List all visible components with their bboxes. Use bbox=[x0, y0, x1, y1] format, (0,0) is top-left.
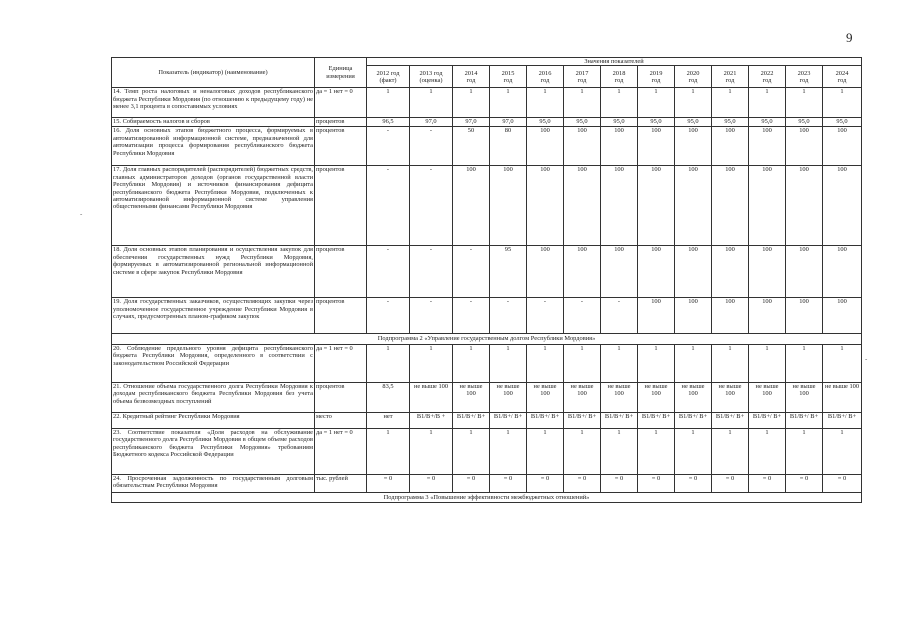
scan-mark: - bbox=[80, 210, 83, 218]
indicator-value: не выше 100 bbox=[564, 382, 601, 412]
indicator-unit: процентов bbox=[315, 166, 367, 246]
header-year-note: год bbox=[688, 76, 698, 84]
indicator-value: - bbox=[453, 298, 490, 334]
indicator-value: не выше 100 bbox=[453, 382, 490, 412]
header-year bbox=[410, 66, 453, 88]
indicator-value: 1 bbox=[410, 344, 453, 382]
indicator-value: не выше 100 bbox=[490, 382, 527, 412]
indicator-name: 21. Отношение объема государственного долга Республики Мордовия к доходам республиканского бюджета Республики Мордовия без учета объема безвозмездных поступлений bbox=[112, 382, 315, 412]
indicator-value: B1/B+/ B+ bbox=[638, 412, 675, 428]
indicator-value: - bbox=[367, 166, 410, 246]
indicator-value: 1 bbox=[601, 344, 638, 382]
indicator-value: 1 bbox=[786, 344, 823, 382]
subprogram-title: Подпрограмма 3 «Повышение эффективности межбюджетных отношений» bbox=[112, 492, 862, 502]
indicator-value: 50 bbox=[453, 127, 490, 166]
table-row bbox=[112, 428, 862, 474]
indicator-value: 1 bbox=[564, 88, 601, 118]
indicator-value: 100 bbox=[527, 246, 564, 298]
header-year-label: 2013 год bbox=[419, 69, 443, 77]
header-year-note: год bbox=[577, 76, 587, 84]
indicator-value: - bbox=[527, 298, 564, 334]
indicator-value: B1/B+/ B+ bbox=[564, 412, 601, 428]
indicator-value: не выше 100 bbox=[601, 382, 638, 412]
indicator-value: 1 bbox=[527, 344, 564, 382]
header-year-note: год bbox=[799, 76, 809, 84]
indicator-value: 100 bbox=[712, 166, 749, 246]
section-row bbox=[112, 492, 862, 502]
indicator-value: 83,5 bbox=[367, 382, 410, 412]
indicator-unit: да = 1 нет = 0 bbox=[315, 88, 367, 118]
header-year bbox=[675, 66, 712, 88]
header-year-note: год bbox=[614, 76, 624, 84]
indicator-value: = 0 bbox=[712, 474, 749, 492]
indicator-value: 100 bbox=[675, 166, 712, 246]
indicator-value: не выше 100 bbox=[712, 382, 749, 412]
indicator-value: 1 bbox=[786, 88, 823, 118]
indicator-value: B1/B+/ B+ bbox=[786, 412, 823, 428]
indicator-value: 100 bbox=[638, 298, 675, 334]
indicator-value: = 0 bbox=[749, 474, 786, 492]
table-row bbox=[112, 127, 862, 166]
indicator-value: 100 bbox=[453, 166, 490, 246]
table-row bbox=[112, 344, 862, 382]
indicator-value: B1/B+/ B+ bbox=[527, 412, 564, 428]
indicator-value: 1 bbox=[564, 344, 601, 382]
indicator-value: 100 bbox=[749, 166, 786, 246]
indicator-value: 100 bbox=[786, 298, 823, 334]
indicator-value: 95,0 bbox=[564, 118, 601, 127]
indicator-value: 1 bbox=[527, 88, 564, 118]
table-row bbox=[112, 88, 862, 118]
indicator-value: 1 bbox=[712, 344, 749, 382]
indicator-name: 23. Соответствие показателя «Доля расходов на обслуживание государственного долга Республики Мордовия в общем объеме расходов республиканского бюджета Республики Мордовия» требованиям Бюджетного кодекса Российской Федерации bbox=[112, 428, 315, 474]
indicator-value: - bbox=[564, 298, 601, 334]
indicator-value: = 0 bbox=[367, 474, 410, 492]
indicator-value: 1 bbox=[410, 88, 453, 118]
indicator-value: B1/B+/ B+ bbox=[823, 412, 862, 428]
indicator-value: 1 bbox=[453, 88, 490, 118]
indicator-value: 100 bbox=[786, 246, 823, 298]
indicator-name: 16. Доля основных этапов бюджетного процесса, формируемых в автоматизированной информационной системе, предназначенной для автоматизации процесса формирования республиканского бюджета Республики Мордовия bbox=[112, 127, 315, 166]
header-year-label: 2021 bbox=[723, 69, 737, 77]
indicator-value: 1 bbox=[490, 428, 527, 474]
indicator-value: - bbox=[601, 298, 638, 334]
header-year-note: год bbox=[762, 76, 772, 84]
indicator-value: - bbox=[410, 246, 453, 298]
header-year bbox=[564, 66, 601, 88]
indicator-unit: да = 1 нет = 0 bbox=[315, 344, 367, 382]
indicator-value: 95,0 bbox=[786, 118, 823, 127]
indicator-value: B1/B+/ B+ bbox=[749, 412, 786, 428]
indicator-value: 1 bbox=[638, 344, 675, 382]
indicator-value: = 0 bbox=[527, 474, 564, 492]
indicator-name: 14. Темп роста налоговых и неналоговых доходов республиканского бюджета Республики Мордовия (по отношению к предыдущему году) не менее 3,1 процента в сопоставимых условиях bbox=[112, 88, 315, 118]
header-year-label: 2020 bbox=[686, 69, 700, 77]
indicator-value: 97,0 bbox=[410, 118, 453, 127]
indicator-value: 95,0 bbox=[638, 118, 675, 127]
indicator-value: 100 bbox=[601, 246, 638, 298]
header-year-note: год bbox=[837, 76, 847, 84]
indicator-value: 100 bbox=[638, 127, 675, 166]
indicator-value: 1 bbox=[712, 88, 749, 118]
indicator-value: 100 bbox=[564, 127, 601, 166]
indicator-value: не выше 100 bbox=[675, 382, 712, 412]
header-year bbox=[749, 66, 786, 88]
header-year bbox=[601, 66, 638, 88]
subprogram-title: Подпрограмма 2 «Управление государственным долгом Республики Мордовия» bbox=[112, 334, 862, 344]
indicator-value: 96,5 bbox=[367, 118, 410, 127]
indicator-unit: да = 1 нет = 0 bbox=[315, 428, 367, 474]
indicator-name: 24. Просроченная задолженность по государственным долговым обязательствам Республики Мордовия bbox=[112, 474, 315, 492]
indicator-value: 100 bbox=[564, 166, 601, 246]
indicator-value: 1 bbox=[367, 88, 410, 118]
indicator-value: 100 bbox=[564, 246, 601, 298]
indicator-value: - bbox=[410, 298, 453, 334]
indicator-value: 1 bbox=[490, 344, 527, 382]
indicator-unit: место bbox=[315, 412, 367, 428]
indicator-value: B1/B+/ B+ bbox=[453, 412, 490, 428]
indicator-name: 19. Доля государственных заказчиков, осуществляющих закупки через уполномоченное государственное учреждение Республики Мордовия в случаях, предусмотренных планом-графиком закупок bbox=[112, 298, 315, 334]
indicator-value: 1 bbox=[564, 428, 601, 474]
indicator-unit: процентов bbox=[315, 382, 367, 412]
header-year-label: 2023 bbox=[797, 69, 811, 77]
indicator-value: 95,0 bbox=[712, 118, 749, 127]
scan-mark: - bbox=[865, 355, 868, 363]
indicator-value: 1 bbox=[675, 428, 712, 474]
indicator-value: 1 bbox=[367, 344, 410, 382]
indicator-value: 95,0 bbox=[749, 118, 786, 127]
header-year bbox=[527, 66, 564, 88]
header-year bbox=[367, 66, 410, 88]
indicator-value: не выше 100 bbox=[786, 382, 823, 412]
indicator-value: 97,0 bbox=[453, 118, 490, 127]
indicator-value: 1 bbox=[749, 344, 786, 382]
indicator-value: 100 bbox=[823, 298, 862, 334]
indicator-value: 100 bbox=[675, 246, 712, 298]
indicator-value: - bbox=[453, 246, 490, 298]
header-year-label: 2024 bbox=[835, 69, 849, 77]
indicator-value: = 0 bbox=[410, 474, 453, 492]
indicator-value: 100 bbox=[749, 246, 786, 298]
indicator-value: - bbox=[367, 127, 410, 166]
indicator-name: 20. Соблюдение предельного уровня дефицита республиканского бюджета Республики Мордовия, определенного в соответствии с законодательством Российской Федерации bbox=[112, 344, 315, 382]
header-year-label: 2019 bbox=[649, 69, 663, 77]
header-year-label: 2014 bbox=[464, 69, 478, 77]
header-values-group: Значения показателей bbox=[367, 58, 862, 66]
indicator-value: 1 bbox=[749, 88, 786, 118]
indicator-value: 100 bbox=[786, 127, 823, 166]
indicator-value: не выше 100 bbox=[638, 382, 675, 412]
indicator-value: = 0 bbox=[564, 474, 601, 492]
indicator-value: 1 bbox=[601, 88, 638, 118]
indicator-value: 100 bbox=[712, 246, 749, 298]
indicator-value: 100 bbox=[675, 298, 712, 334]
indicators-table bbox=[111, 57, 862, 503]
indicator-value: 1 bbox=[675, 88, 712, 118]
indicator-value: 100 bbox=[712, 127, 749, 166]
indicator-value: = 0 bbox=[453, 474, 490, 492]
indicator-value: 1 bbox=[823, 88, 862, 118]
indicator-value: 1 bbox=[453, 428, 490, 474]
indicator-value: 100 bbox=[749, 127, 786, 166]
indicator-value: - bbox=[367, 298, 410, 334]
indicator-value: 1 bbox=[601, 428, 638, 474]
indicator-value: 95 bbox=[490, 246, 527, 298]
indicator-name: 18. Доля основных этапов планирования и осуществления закупок для обеспечения государственных нужд Республики Мордовия, формируемых в автоматизированной региональной информационной системе в сфере закупок Республики Мордовия bbox=[112, 246, 315, 298]
indicator-value: 1 bbox=[410, 428, 453, 474]
table-row bbox=[112, 382, 862, 412]
indicator-value: 1 bbox=[823, 344, 862, 382]
indicator-unit: тыс. рублей bbox=[315, 474, 367, 492]
indicator-value: B1/B+/ B+ bbox=[490, 412, 527, 428]
indicator-value: 97,0 bbox=[490, 118, 527, 127]
indicator-value: 100 bbox=[786, 166, 823, 246]
indicator-value: 100 bbox=[675, 127, 712, 166]
header-year-note: год bbox=[651, 76, 661, 84]
header-year-label: 2018 bbox=[612, 69, 626, 77]
table-row bbox=[112, 246, 862, 298]
table-row bbox=[112, 298, 862, 334]
table-row bbox=[112, 474, 862, 492]
indicator-value: 95,0 bbox=[675, 118, 712, 127]
header-year bbox=[823, 66, 862, 88]
indicator-value: - bbox=[490, 298, 527, 334]
header-year-note: (оценка) bbox=[419, 76, 443, 84]
indicator-value: = 0 bbox=[786, 474, 823, 492]
page-number: 9 bbox=[846, 30, 853, 45]
header-year bbox=[638, 66, 675, 88]
header-year-label: 2016 bbox=[538, 69, 552, 77]
header-year bbox=[712, 66, 749, 88]
indicator-value: не выше 100 bbox=[749, 382, 786, 412]
indicator-value: 100 bbox=[490, 166, 527, 246]
indicator-unit: процентов bbox=[315, 127, 367, 166]
indicator-unit: процентов bbox=[315, 298, 367, 334]
indicator-value: 95,0 bbox=[823, 118, 862, 127]
header-year-label: 2012 год bbox=[376, 69, 400, 77]
indicator-value: 95,0 bbox=[527, 118, 564, 127]
header-year-label: 2017 bbox=[575, 69, 589, 77]
indicator-value: 100 bbox=[601, 127, 638, 166]
indicator-name: 22. Кредитный рейтинг Республики Мордовия bbox=[112, 412, 315, 428]
indicator-unit: процентов bbox=[315, 118, 367, 127]
indicator-value: 1 bbox=[823, 428, 862, 474]
indicator-value: 95,0 bbox=[601, 118, 638, 127]
indicator-value: не выше 100 bbox=[527, 382, 564, 412]
table-row bbox=[112, 166, 862, 246]
indicator-value: 100 bbox=[638, 166, 675, 246]
indicator-value: 1 bbox=[675, 344, 712, 382]
header-year-note: год bbox=[725, 76, 735, 84]
section-row bbox=[112, 334, 862, 344]
indicator-value: 1 bbox=[638, 88, 675, 118]
header-year-note: год bbox=[466, 76, 476, 84]
indicator-value: B1/B+/B + bbox=[410, 412, 453, 428]
indicator-value: 100 bbox=[823, 127, 862, 166]
indicator-value: не выше 100 bbox=[410, 382, 453, 412]
indicator-value: 100 bbox=[823, 246, 862, 298]
indicator-value: 1 bbox=[786, 428, 823, 474]
header-year bbox=[786, 66, 823, 88]
indicator-value: 1 bbox=[527, 428, 564, 474]
indicator-value: = 0 bbox=[823, 474, 862, 492]
indicator-value: 100 bbox=[601, 166, 638, 246]
table-row bbox=[112, 412, 862, 428]
indicator-value: - bbox=[367, 246, 410, 298]
indicator-name: 15. Собираемость налогов и сборов bbox=[112, 118, 315, 127]
table-row bbox=[112, 118, 862, 127]
indicator-value: не выше 100 bbox=[823, 382, 862, 412]
indicator-value: - bbox=[410, 166, 453, 246]
indicator-value: нет bbox=[367, 412, 410, 428]
indicator-value: 1 bbox=[367, 428, 410, 474]
indicator-value: 100 bbox=[712, 298, 749, 334]
indicator-value: - bbox=[410, 127, 453, 166]
header-year-note: год bbox=[540, 76, 550, 84]
indicator-value: = 0 bbox=[638, 474, 675, 492]
header-year-label: 2022 bbox=[760, 69, 774, 77]
indicator-value: 1 bbox=[638, 428, 675, 474]
indicator-value: 1 bbox=[490, 88, 527, 118]
header-year-note: (факт) bbox=[379, 76, 397, 84]
header-year-label: 2015 bbox=[501, 69, 515, 77]
indicator-value: 1 bbox=[749, 428, 786, 474]
indicator-value: = 0 bbox=[490, 474, 527, 492]
indicator-value: 1 bbox=[453, 344, 490, 382]
indicator-value: 100 bbox=[527, 166, 564, 246]
indicator-unit: процентов bbox=[315, 246, 367, 298]
header-indicator: Показатель (индикатор) (наименование) bbox=[112, 58, 315, 88]
indicator-value: 80 bbox=[490, 127, 527, 166]
indicator-value: B1/B+/ B+ bbox=[601, 412, 638, 428]
indicator-value: B1/B+/ B+ bbox=[675, 412, 712, 428]
indicator-value: 100 bbox=[823, 166, 862, 246]
indicator-value: 100 bbox=[527, 127, 564, 166]
header-unit: Единица измерения bbox=[315, 58, 367, 88]
indicator-value: 100 bbox=[749, 298, 786, 334]
header-year bbox=[490, 66, 527, 88]
header-year-note: год bbox=[503, 76, 513, 84]
indicator-value: B1/B+/ B+ bbox=[712, 412, 749, 428]
indicator-value: = 0 bbox=[675, 474, 712, 492]
indicator-name: 17. Доля главных распорядителей (распорядителей) бюджетных средств, главных администраторов доходов (органов государственной власти Республики Мордовия) и источников финансирования дефицита республиканского бюджета Республики Мордовия, подключенных к автоматизированной информационной системе управления общественными финансами Республики Мордовия bbox=[112, 166, 315, 246]
indicator-value: = 0 bbox=[601, 474, 638, 492]
indicator-value: 1 bbox=[712, 428, 749, 474]
header-year bbox=[453, 66, 490, 88]
indicator-value: 100 bbox=[638, 246, 675, 298]
